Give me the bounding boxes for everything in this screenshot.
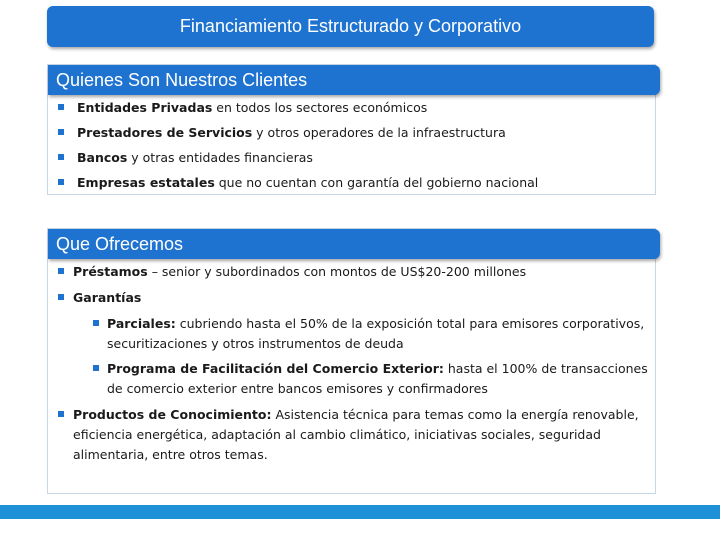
slide-title: Financiamiento Estructurado y Corporativo bbox=[47, 6, 654, 47]
item-text: – senior y subordinados con montos de US$20-200 millones bbox=[147, 264, 527, 279]
square-bullet-icon bbox=[93, 320, 99, 326]
sub-list-item bbox=[87, 314, 648, 354]
item-text: hasta el 100% de transacciones de comercio exterior entre bancos emisores y confirmadores bbox=[107, 361, 648, 396]
item-bold-text: Bancos bbox=[77, 150, 128, 165]
guarantees-list bbox=[87, 314, 648, 399]
item-bold-text: Programa de Facilitación del Comercio Exterior: bbox=[107, 361, 444, 376]
list-item bbox=[58, 262, 648, 282]
item-bold-text: Entidades Privadas bbox=[77, 100, 213, 115]
square-bullet-icon bbox=[58, 104, 64, 110]
item-text: cubriendo hasta el 50% de la exposición total para emisores corporativos, securitizaciones y otros instrumentos de deuda bbox=[107, 316, 645, 351]
item-text: que no cuentan con garantía del gobierno nacional bbox=[214, 175, 539, 190]
square-bullet-icon bbox=[58, 411, 64, 417]
item-bold-text: Préstamos bbox=[73, 264, 148, 279]
square-bullet-icon bbox=[93, 365, 99, 371]
clients-heading: Quienes Son Nuestros Clientes bbox=[48, 65, 660, 95]
offer-panel bbox=[47, 228, 656, 494]
item-bold-text: Prestadores de Servicios bbox=[77, 125, 253, 140]
square-bullet-icon bbox=[58, 268, 64, 274]
item-text: y otros operadores de la infraestructura bbox=[252, 125, 506, 140]
list-item bbox=[58, 288, 648, 399]
list-item bbox=[58, 123, 648, 143]
item-text: en todos los sectores económicos bbox=[212, 100, 428, 115]
list-item bbox=[58, 405, 648, 465]
item-bold-text: Productos de Conocimiento: bbox=[73, 407, 272, 422]
list-item bbox=[58, 173, 648, 193]
square-bullet-icon bbox=[58, 129, 64, 135]
offer-heading: Que Ofrecemos bbox=[48, 229, 660, 259]
square-bullet-icon bbox=[58, 179, 64, 185]
square-bullet-icon bbox=[58, 294, 64, 300]
item-bold-text: Parciales: bbox=[107, 316, 176, 331]
sub-list-item bbox=[87, 359, 648, 399]
square-bullet-icon bbox=[58, 154, 64, 160]
clients-list bbox=[58, 98, 648, 198]
item-text: y otras entidades financieras bbox=[127, 150, 313, 165]
item-bold-text: Empresas estatales bbox=[77, 175, 215, 190]
clients-panel bbox=[47, 64, 656, 195]
item-bold-text: Garantías bbox=[73, 290, 142, 305]
list-item bbox=[58, 148, 648, 168]
offer-list bbox=[58, 262, 648, 471]
item-text: Asistencia técnica para temas como la energía renovable, eficiencia energética, adaptación al cambio climático, iniciativas sociales, seguridad alimentaria, entre otros temas. bbox=[73, 407, 639, 462]
footer-bar bbox=[0, 505, 720, 519]
list-item bbox=[58, 98, 648, 118]
